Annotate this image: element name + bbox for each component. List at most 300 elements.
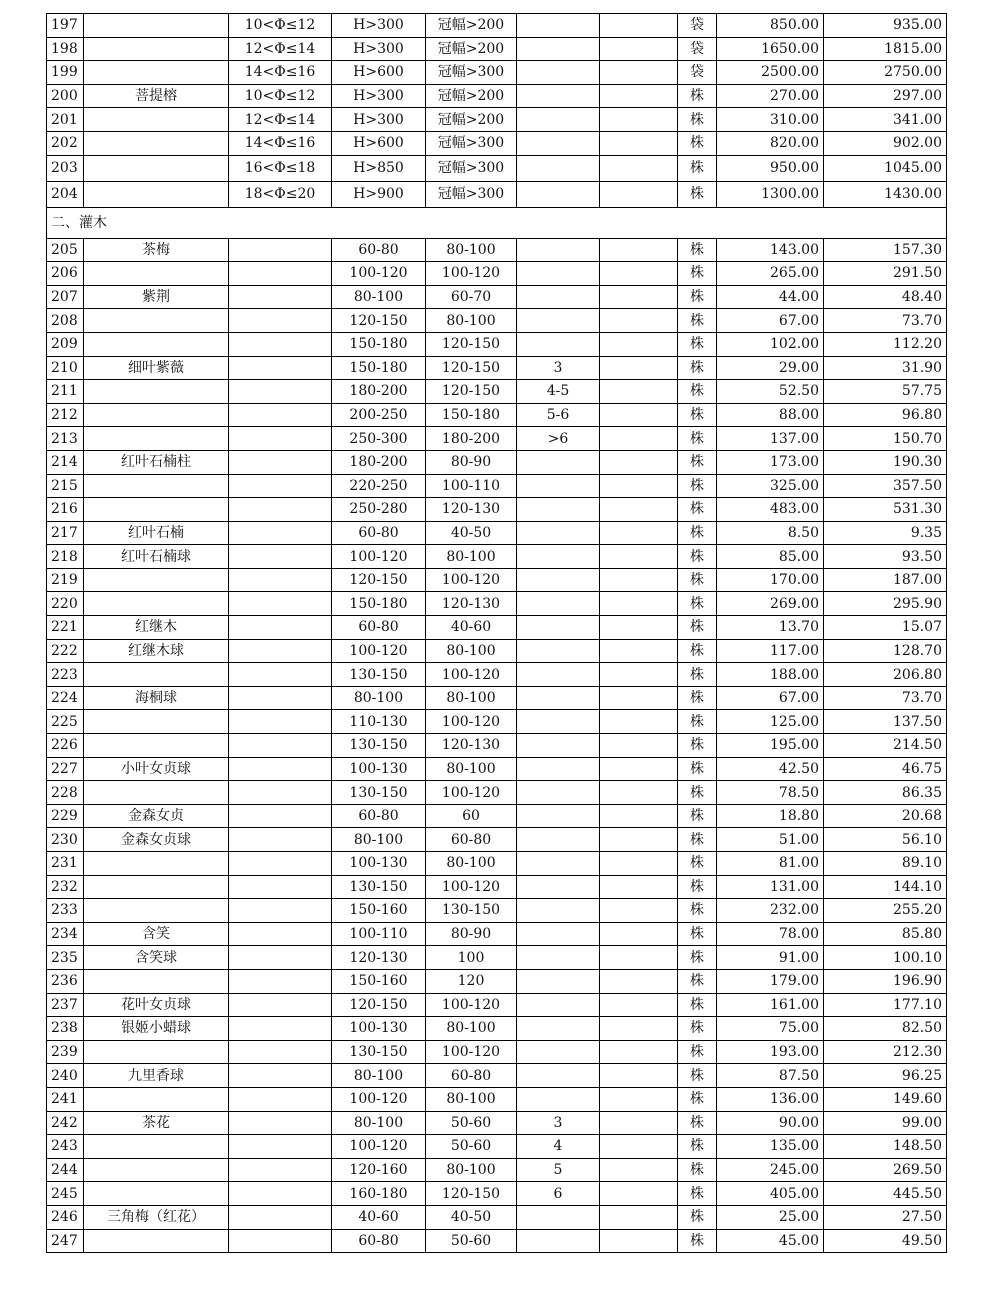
- note-cell: [600, 356, 678, 380]
- price-excl-cell: 269.00: [717, 592, 824, 616]
- table-row: [47, 1205, 947, 1229]
- price-excl-cell: 161.00: [717, 993, 824, 1017]
- height-cell: 250-300: [332, 427, 426, 451]
- plant-name-cell: [84, 1182, 229, 1206]
- unit-cell: 袋: [678, 61, 717, 85]
- row-number-cell: 205: [47, 238, 84, 262]
- row-number-cell: 243: [47, 1135, 84, 1159]
- plant-name-cell: 红继木球: [84, 639, 229, 663]
- plant-name-cell: [84, 899, 229, 923]
- height-cell: H>900: [332, 181, 426, 207]
- plant-name-cell: 金森女贞球: [84, 828, 229, 852]
- price-excl-cell: 170.00: [717, 568, 824, 592]
- branch-count-cell: [517, 498, 600, 522]
- row-number-cell: 215: [47, 474, 84, 498]
- row-number-cell: 233: [47, 899, 84, 923]
- price-incl-cell: 31.90: [824, 356, 947, 380]
- note-cell: [600, 474, 678, 498]
- price-excl-cell: 270.00: [717, 84, 824, 108]
- table-row: [47, 922, 947, 946]
- height-cell: H>300: [332, 108, 426, 132]
- trunk-diameter-cell: 10<Φ≤12: [229, 84, 332, 108]
- crown-width-cell: 100-120: [426, 262, 517, 286]
- unit-cell: 株: [678, 181, 717, 207]
- height-cell: 120-150: [332, 309, 426, 333]
- plant-name-cell: 含笑: [84, 922, 229, 946]
- row-number-cell: 204: [47, 181, 84, 207]
- note-cell: [600, 616, 678, 640]
- unit-cell: 株: [678, 108, 717, 132]
- price-excl-cell: 136.00: [717, 1087, 824, 1111]
- price-excl-cell: 87.50: [717, 1064, 824, 1088]
- price-excl-cell: 179.00: [717, 969, 824, 993]
- branch-count-cell: [517, 568, 600, 592]
- row-number-cell: 236: [47, 969, 84, 993]
- price-incl-cell: 196.90: [824, 969, 947, 993]
- plant-name-cell: 银姬小蜡球: [84, 1017, 229, 1041]
- note-cell: [600, 852, 678, 876]
- trunk-diameter-cell: [229, 804, 332, 828]
- note-cell: [600, 427, 678, 451]
- table-row: [47, 403, 947, 427]
- plant-name-cell: [84, 474, 229, 498]
- plant-name-cell: 菩提榕: [84, 84, 229, 108]
- row-number-cell: 246: [47, 1205, 84, 1229]
- crown-width-cell: 180-200: [426, 427, 517, 451]
- crown-width-cell: 60-70: [426, 285, 517, 309]
- price-incl-cell: 85.80: [824, 922, 947, 946]
- trunk-diameter-cell: [229, 1040, 332, 1064]
- branch-count-cell: [517, 285, 600, 309]
- branch-count-cell: [517, 993, 600, 1017]
- crown-width-cell: 100-110: [426, 474, 517, 498]
- price-incl-cell: 157.30: [824, 238, 947, 262]
- table-row: [47, 262, 947, 286]
- height-cell: 100-120: [332, 545, 426, 569]
- unit-cell: 袋: [678, 14, 717, 38]
- plant-name-cell: [84, 969, 229, 993]
- plant-name-cell: 小叶女贞球: [84, 757, 229, 781]
- price-incl-cell: 48.40: [824, 285, 947, 309]
- table-row: [47, 521, 947, 545]
- height-cell: 100-130: [332, 757, 426, 781]
- plant-name-cell: 茶花: [84, 1111, 229, 1135]
- height-cell: 200-250: [332, 403, 426, 427]
- crown-width-cell: 50-60: [426, 1229, 517, 1253]
- row-number-cell: 200: [47, 84, 84, 108]
- table-row: [47, 969, 947, 993]
- price-incl-cell: 445.50: [824, 1182, 947, 1206]
- price-incl-cell: 291.50: [824, 262, 947, 286]
- crown-width-cell: 80-100: [426, 1087, 517, 1111]
- crown-width-cell: 80-100: [426, 1017, 517, 1041]
- table-row: [47, 686, 947, 710]
- price-incl-cell: 86.35: [824, 781, 947, 805]
- note-cell: [600, 804, 678, 828]
- unit-cell: 株: [678, 616, 717, 640]
- branch-count-cell: [517, 450, 600, 474]
- note-cell: [600, 734, 678, 758]
- trunk-diameter-cell: 14<Φ≤16: [229, 61, 332, 85]
- note-cell: [600, 1205, 678, 1229]
- trunk-diameter-cell: [229, 1135, 332, 1159]
- price-excl-cell: 2500.00: [717, 61, 824, 85]
- row-number-cell: 244: [47, 1158, 84, 1182]
- row-number-cell: 242: [47, 1111, 84, 1135]
- unit-cell: 株: [678, 757, 717, 781]
- row-number-cell: 203: [47, 155, 84, 181]
- branch-count-cell: [517, 262, 600, 286]
- unit-cell: 株: [678, 639, 717, 663]
- unit-cell: 株: [678, 285, 717, 309]
- trunk-diameter-cell: [229, 498, 332, 522]
- price-incl-cell: 935.00: [824, 14, 947, 38]
- unit-cell: 株: [678, 922, 717, 946]
- trunk-diameter-cell: [229, 734, 332, 758]
- row-number-cell: 197: [47, 14, 84, 38]
- height-cell: 130-150: [332, 734, 426, 758]
- trunk-diameter-cell: [229, 1205, 332, 1229]
- height-cell: H>600: [332, 61, 426, 85]
- note-cell: [600, 521, 678, 545]
- trunk-diameter-cell: [229, 403, 332, 427]
- price-excl-cell: 52.50: [717, 380, 824, 404]
- row-number-cell: 228: [47, 781, 84, 805]
- height-cell: 150-160: [332, 899, 426, 923]
- branch-count-cell: [517, 710, 600, 734]
- price-incl-cell: 27.50: [824, 1205, 947, 1229]
- table-row: [47, 663, 947, 687]
- crown-width-cell: 80-100: [426, 238, 517, 262]
- price-incl-cell: 148.50: [824, 1135, 947, 1159]
- height-cell: 150-180: [332, 356, 426, 380]
- trunk-diameter-cell: [229, 238, 332, 262]
- branch-count-cell: [517, 474, 600, 498]
- price-excl-cell: 90.00: [717, 1111, 824, 1135]
- unit-cell: 株: [678, 450, 717, 474]
- unit-cell: 株: [678, 875, 717, 899]
- plant-name-cell: 红继木: [84, 616, 229, 640]
- note-cell: [600, 1040, 678, 1064]
- table-row: [47, 356, 947, 380]
- height-cell: 60-80: [332, 804, 426, 828]
- price-excl-cell: 42.50: [717, 757, 824, 781]
- note-cell: [600, 155, 678, 181]
- plant-name-cell: [84, 734, 229, 758]
- table-row: [47, 131, 947, 155]
- table-row: [47, 181, 947, 207]
- table-row: [47, 1087, 947, 1111]
- crown-width-cell: 100-120: [426, 875, 517, 899]
- table-row: [47, 84, 947, 108]
- price-excl-cell: 325.00: [717, 474, 824, 498]
- table-row: [47, 1158, 947, 1182]
- plant-name-cell: 红叶石楠柱: [84, 450, 229, 474]
- branch-count-cell: [517, 84, 600, 108]
- price-incl-cell: 341.00: [824, 108, 947, 132]
- price-excl-cell: 265.00: [717, 262, 824, 286]
- price-incl-cell: 9.35: [824, 521, 947, 545]
- height-cell: 100-120: [332, 639, 426, 663]
- branch-count-cell: [517, 131, 600, 155]
- height-cell: 100-130: [332, 1017, 426, 1041]
- branch-count-cell: [517, 639, 600, 663]
- price-incl-cell: 2750.00: [824, 61, 947, 85]
- plant-name-cell: [84, 37, 229, 61]
- trunk-diameter-cell: [229, 380, 332, 404]
- height-cell: 120-150: [332, 993, 426, 1017]
- crown-width-cell: 100-120: [426, 1040, 517, 1064]
- price-excl-cell: 232.00: [717, 899, 824, 923]
- table-row: [47, 1040, 947, 1064]
- row-number-cell: 245: [47, 1182, 84, 1206]
- row-number-cell: 220: [47, 592, 84, 616]
- trunk-diameter-cell: [229, 616, 332, 640]
- height-cell: 130-150: [332, 875, 426, 899]
- table-row: [47, 155, 947, 181]
- price-incl-cell: 212.30: [824, 1040, 947, 1064]
- row-number-cell: 225: [47, 710, 84, 734]
- height-cell: 150-160: [332, 969, 426, 993]
- table-row: [47, 828, 947, 852]
- row-number-cell: 201: [47, 108, 84, 132]
- height-cell: 100-110: [332, 922, 426, 946]
- price-excl-cell: 8.50: [717, 521, 824, 545]
- table-row: [47, 1229, 947, 1253]
- plant-name-cell: [84, 1158, 229, 1182]
- price-incl-cell: 214.50: [824, 734, 947, 758]
- price-incl-cell: 15.07: [824, 616, 947, 640]
- height-cell: 160-180: [332, 1182, 426, 1206]
- table-row: [47, 616, 947, 640]
- height-cell: 130-150: [332, 1040, 426, 1064]
- plant-name-cell: 三角梅（红花）: [84, 1205, 229, 1229]
- price-incl-cell: 49.50: [824, 1229, 947, 1253]
- plant-name-cell: [84, 710, 229, 734]
- table-row: [47, 61, 947, 85]
- unit-cell: 株: [678, 781, 717, 805]
- trunk-diameter-cell: [229, 285, 332, 309]
- plant-name-cell: [84, 663, 229, 687]
- branch-count-cell: [517, 332, 600, 356]
- row-number-cell: 230: [47, 828, 84, 852]
- trunk-diameter-cell: [229, 639, 332, 663]
- unit-cell: 株: [678, 131, 717, 155]
- table-row: [47, 309, 947, 333]
- row-number-cell: 222: [47, 639, 84, 663]
- branch-count-cell: 5-6: [517, 403, 600, 427]
- price-excl-cell: 25.00: [717, 1205, 824, 1229]
- crown-width-cell: 80-100: [426, 545, 517, 569]
- branch-count-cell: [517, 592, 600, 616]
- price-incl-cell: 93.50: [824, 545, 947, 569]
- price-excl-cell: 143.00: [717, 238, 824, 262]
- branch-count-cell: [517, 61, 600, 85]
- row-number-cell: 212: [47, 403, 84, 427]
- row-number-cell: 223: [47, 663, 84, 687]
- branch-count-cell: [517, 663, 600, 687]
- price-table: [46, 13, 947, 1253]
- price-incl-cell: 89.10: [824, 852, 947, 876]
- note-cell: [600, 498, 678, 522]
- plant-name-cell: 含笑球: [84, 946, 229, 970]
- branch-count-cell: [517, 875, 600, 899]
- note-cell: [600, 545, 678, 569]
- price-excl-cell: 18.80: [717, 804, 824, 828]
- trunk-diameter-cell: [229, 427, 332, 451]
- crown-width-cell: 100-120: [426, 710, 517, 734]
- plant-name-cell: 金森女贞: [84, 804, 229, 828]
- plant-name-cell: 海桐球: [84, 686, 229, 710]
- unit-cell: 株: [678, 474, 717, 498]
- height-cell: 60-80: [332, 1229, 426, 1253]
- crown-width-cell: 120-130: [426, 498, 517, 522]
- unit-cell: 株: [678, 568, 717, 592]
- price-excl-cell: 483.00: [717, 498, 824, 522]
- branch-count-cell: [517, 1229, 600, 1253]
- height-cell: 100-120: [332, 1135, 426, 1159]
- note-cell: [600, 1182, 678, 1206]
- price-incl-cell: 187.00: [824, 568, 947, 592]
- crown-width-cell: 60-80: [426, 1064, 517, 1088]
- table-row: [47, 108, 947, 132]
- note-cell: [600, 710, 678, 734]
- row-number-cell: 211: [47, 380, 84, 404]
- unit-cell: 株: [678, 710, 717, 734]
- trunk-diameter-cell: [229, 521, 332, 545]
- price-excl-cell: 45.00: [717, 1229, 824, 1253]
- row-number-cell: 210: [47, 356, 84, 380]
- price-incl-cell: 1430.00: [824, 181, 947, 207]
- unit-cell: 株: [678, 1182, 717, 1206]
- plant-name-cell: [84, 262, 229, 286]
- trunk-diameter-cell: [229, 474, 332, 498]
- branch-count-cell: [517, 781, 600, 805]
- price-incl-cell: 128.70: [824, 639, 947, 663]
- height-cell: 120-160: [332, 1158, 426, 1182]
- crown-width-cell: 40-50: [426, 1205, 517, 1229]
- table-row: [47, 639, 947, 663]
- row-number-cell: 207: [47, 285, 84, 309]
- unit-cell: 株: [678, 852, 717, 876]
- price-incl-cell: 82.50: [824, 1017, 947, 1041]
- crown-width-cell: 100-120: [426, 993, 517, 1017]
- price-excl-cell: 135.00: [717, 1135, 824, 1159]
- plant-name-cell: [84, 380, 229, 404]
- plant-name-cell: [84, 1040, 229, 1064]
- price-incl-cell: 1815.00: [824, 37, 947, 61]
- price-incl-cell: 206.80: [824, 663, 947, 687]
- price-incl-cell: 73.70: [824, 309, 947, 333]
- price-excl-cell: 188.00: [717, 663, 824, 687]
- height-cell: 80-100: [332, 285, 426, 309]
- row-number-cell: 221: [47, 616, 84, 640]
- height-cell: H>300: [332, 14, 426, 38]
- trunk-diameter-cell: [229, 875, 332, 899]
- plant-name-cell: [84, 309, 229, 333]
- height-cell: H>300: [332, 84, 426, 108]
- crown-width-cell: 冠幅>200: [426, 37, 517, 61]
- plant-name-cell: [84, 568, 229, 592]
- plant-name-cell: 茶梅: [84, 238, 229, 262]
- trunk-diameter-cell: 18<Φ≤20: [229, 181, 332, 207]
- trunk-diameter-cell: [229, 922, 332, 946]
- plant-name-cell: [84, 14, 229, 38]
- table-row: [47, 332, 947, 356]
- note-cell: [600, 14, 678, 38]
- row-number-cell: 224: [47, 686, 84, 710]
- price-incl-cell: 177.10: [824, 993, 947, 1017]
- branch-count-cell: [517, 828, 600, 852]
- row-number-cell: 218: [47, 545, 84, 569]
- unit-cell: 株: [678, 1064, 717, 1088]
- price-excl-cell: 137.00: [717, 427, 824, 451]
- price-incl-cell: 99.00: [824, 1111, 947, 1135]
- price-excl-cell: 78.50: [717, 781, 824, 805]
- unit-cell: 株: [678, 1135, 717, 1159]
- plant-name-cell: [84, 61, 229, 85]
- table-row: [47, 757, 947, 781]
- trunk-diameter-cell: [229, 781, 332, 805]
- branch-count-cell: [517, 922, 600, 946]
- trunk-diameter-cell: [229, 592, 332, 616]
- note-cell: [600, 1064, 678, 1088]
- crown-width-cell: 150-180: [426, 403, 517, 427]
- trunk-diameter-cell: [229, 852, 332, 876]
- branch-count-cell: [517, 804, 600, 828]
- price-incl-cell: 96.80: [824, 403, 947, 427]
- note-cell: [600, 262, 678, 286]
- unit-cell: 株: [678, 993, 717, 1017]
- price-incl-cell: 46.75: [824, 757, 947, 781]
- trunk-diameter-cell: [229, 1111, 332, 1135]
- note-cell: [600, 181, 678, 207]
- height-cell: 150-180: [332, 332, 426, 356]
- table-row: [47, 710, 947, 734]
- section-row: [47, 207, 947, 238]
- note-cell: [600, 450, 678, 474]
- height-cell: 80-100: [332, 1111, 426, 1135]
- height-cell: 130-150: [332, 781, 426, 805]
- table-row: [47, 875, 947, 899]
- price-excl-cell: 78.00: [717, 922, 824, 946]
- unit-cell: 株: [678, 1205, 717, 1229]
- note-cell: [600, 969, 678, 993]
- price-incl-cell: 20.68: [824, 804, 947, 828]
- plant-name-cell: 九里香球: [84, 1064, 229, 1088]
- row-number-cell: 217: [47, 521, 84, 545]
- crown-width-cell: 80-100: [426, 1158, 517, 1182]
- plant-name-cell: [84, 592, 229, 616]
- unit-cell: 株: [678, 686, 717, 710]
- table-row: [47, 238, 947, 262]
- price-excl-cell: 1300.00: [717, 181, 824, 207]
- crown-width-cell: 冠幅>200: [426, 14, 517, 38]
- price-incl-cell: 269.50: [824, 1158, 947, 1182]
- branch-count-cell: [517, 1087, 600, 1111]
- price-excl-cell: 85.00: [717, 545, 824, 569]
- price-excl-cell: 67.00: [717, 309, 824, 333]
- note-cell: [600, 1017, 678, 1041]
- table-row: [47, 804, 947, 828]
- table-row: [47, 852, 947, 876]
- branch-count-cell: [517, 969, 600, 993]
- row-number-cell: 227: [47, 757, 84, 781]
- note-cell: [600, 993, 678, 1017]
- price-excl-cell: 117.00: [717, 639, 824, 663]
- unit-cell: 株: [678, 1017, 717, 1041]
- height-cell: 130-150: [332, 663, 426, 687]
